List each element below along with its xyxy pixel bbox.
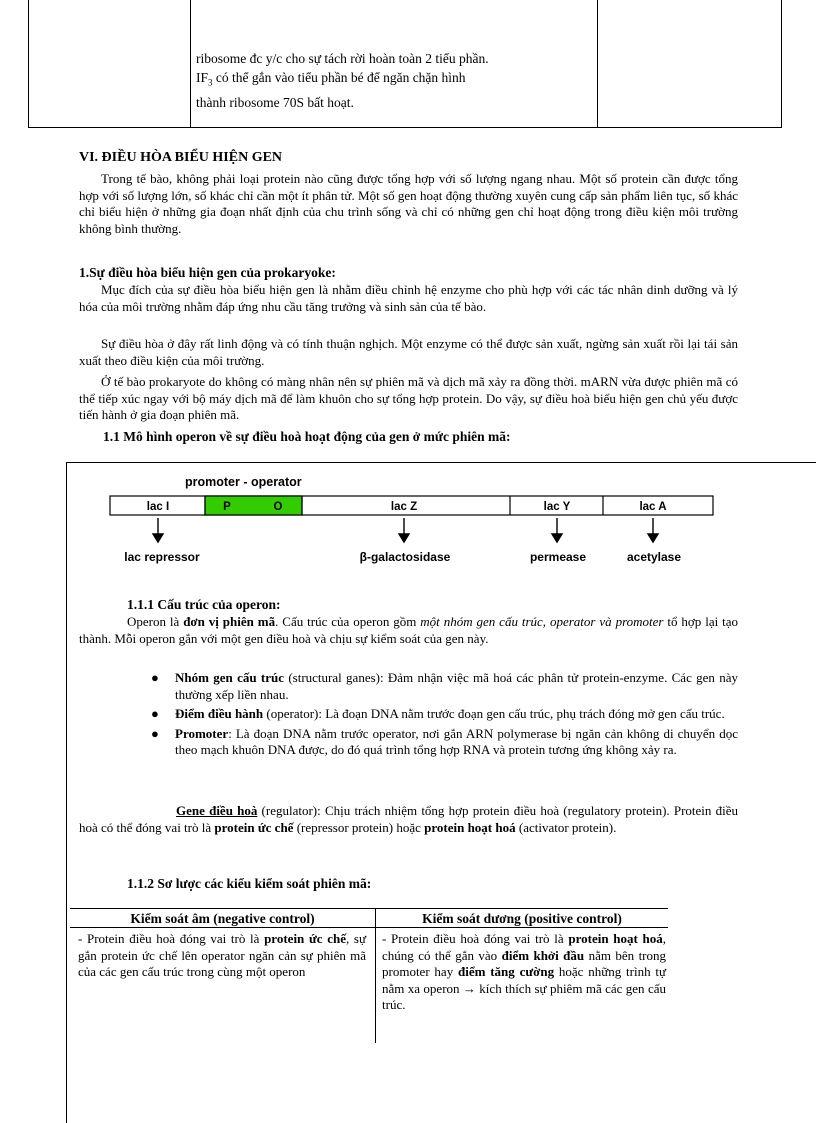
text-run: : Là đoạn DNA nằm trước operator, nơi gắn ARN polymerase bị ngăn cản không di chuyển dọc theo mạch khuôn DNA được, do đó quá trình tổng hợp RNA và protein tương ứng không xảy ra. — [175, 725, 738, 757]
text-run: (activator protein). — [515, 819, 617, 835]
term: protein hoạt hoá — [568, 931, 663, 946]
promoter-operator-label: promoter - operator — [185, 475, 302, 489]
table-divider — [597, 0, 598, 127]
negative-control-header: Kiểm soát âm (negative control) — [130, 911, 315, 926]
operon-diagram — [100, 490, 720, 580]
arrow-head — [399, 534, 409, 542]
text-run: kích thích sự phiêm mã các gen cấu trúc. — [382, 980, 666, 1012]
text-run: tổ hợp lại tạo thành. Mỗi operon gắn với một gen điều hoà và chịu sự kiểm soát của gen này. — [79, 614, 739, 646]
term: Điểm điều hành — [175, 706, 264, 721]
table-divider — [190, 0, 191, 127]
if-subscript: 3 — [208, 77, 213, 88]
top-cell-line: thành ribosome 70S bất hoạt. — [196, 94, 354, 110]
right-arrow-icon: → — [462, 980, 476, 996]
text-run: hoặc những trình tự nằm xa operon — [382, 964, 667, 996]
table-border — [70, 927, 668, 928]
text-run: , chúng có thể gắn vào — [382, 931, 666, 963]
negative-control-cell — [78, 931, 366, 981]
segment-label-lac-a: lac A — [639, 501, 667, 513]
arrow-head — [648, 534, 658, 542]
term: điểm khởi đầu — [501, 947, 585, 963]
term: protein hoạt hoá — [424, 819, 516, 835]
product-acetylase: acetylase — [626, 550, 682, 564]
section-heading: VI. ĐIỀU HÒA BIỂU HIỆN GEN — [79, 150, 283, 165]
emphasis: một nhóm gen cấu trúc, operator và promoter — [420, 614, 664, 629]
subsection-heading: 1.1.1 Cấu trúc của operon: — [127, 597, 281, 612]
segment-label-lac-z: lac Z — [390, 501, 418, 513]
paragraph: Ở tế bào prokaryote do không có màng nhân nên sự phiên mã và dịch mã xảy ra đồng thời. mARN vừa được phiên mã có thể tiếp xúc ngay với bộ máy dịch mã để làm khuôn cho sự tổng hợp protein. Do vậy, sự điều hoà biểu hiện gen chủ yếu được tiến hành ở gia đoạn phiên mã. — [79, 374, 738, 422]
positive-control-cell — [382, 931, 666, 1014]
operon-intro — [79, 614, 738, 647]
product-permease: permease — [529, 550, 587, 564]
text-run: (repressor protein) hoặc — [293, 819, 425, 835]
text-run: - Protein điều hoà đóng vai trò là — [78, 931, 265, 946]
term: điểm tăng cường — [458, 964, 555, 979]
arrow-head — [552, 534, 562, 542]
text-run: (regulator): Chịu trách nhiệm tổng hợp protein điều hoà (regulatory protein). Protein điều hoà có thể đóng vai trò là — [79, 803, 738, 835]
text-run: Operon là — [127, 614, 184, 629]
arrow-head — [153, 534, 163, 542]
frame-border — [66, 462, 816, 463]
text-run: . Cấu trúc của operon gồm — [275, 614, 421, 629]
term: Gene điều hoà — [176, 803, 258, 818]
section-heading: 1.Sự điều hòa biểu hiện gen của prokaryoke: — [79, 265, 336, 280]
subsection-heading: 1.1.2 Sơ lược các kiểu kiểm soát phiên mã: — [127, 876, 372, 891]
segment-label-o: O — [273, 501, 283, 513]
paragraph: Sự điều hòa ở đây rất linh động và có tính thuận nghịch. Một enzyme có thể được sản xuất, ngừng sản xuất rồi lại tái sản xuất theo điều kiện của môi trường. — [79, 336, 738, 368]
list-item — [151, 725, 738, 759]
top-table-cell — [196, 49, 590, 112]
section-paragraph: Trong tế bào, không phải loại protein nào cũng được tổng hợp với số lượng ngang nhau. Một số protein cần được tổng hợp với số lượng lớn, số khác chỉ cần một ít phân tử. Một số gen hoạt động thường xuyên cung cấp sản phẩm liên tục, số khác chỉ biểu hiện ở những gia đoạn nhất định của chu trình sống và chỉ có những gen chỉ hoạt động trong điều kiện môi trường không bình thường. — [79, 171, 738, 236]
paragraph: Mục đích của sự điều hòa biểu hiện gen là nhằm điều chỉnh hệ enzyme cho phù hợp với các tác nhân dinh dưỡng và lý hóa của môi trường nhằm đáp ứng nhu cầu tăng trưởng và sinh sản của tế bào. — [79, 282, 738, 314]
text-run: , sự gắn protein ức chế lên operator ngăn cản sự phiên mã của các gen cấu trúc trong cùng một operon — [78, 931, 366, 979]
term: Nhóm gen cấu trúc — [175, 670, 284, 685]
table-divider — [375, 908, 376, 1043]
term: protein ức chế — [214, 819, 294, 835]
bullet-icon: ● — [151, 725, 159, 741]
subsection-heading: 1.1 Mô hình operon về sự điều hoà hoạt động của gen ở mức phiên mã: — [103, 429, 511, 444]
table-border — [70, 908, 668, 909]
bullet-icon: ● — [151, 670, 159, 685]
top-cell-line — [196, 68, 590, 93]
term: đơn vị phiên mã — [183, 614, 276, 629]
top-cell-line: ribosome đc y/c cho sự tách rời hoàn toàn 2 tiểu phần. — [196, 51, 489, 66]
regulator-paragraph — [79, 803, 738, 836]
positive-control-header: Kiểm soát dương (positive control) — [422, 911, 622, 926]
segment-label-p: P — [223, 501, 231, 513]
list-item — [151, 670, 739, 703]
text-run: (operator): Là đoạn DNA nằm trước đoạn gen cấu trúc, phụ trách đóng mở gen cấu trúc. — [263, 706, 725, 721]
text-run: - Protein điều hoà đóng vai trò là — [382, 931, 569, 946]
bullet-list — [151, 670, 739, 759]
if-label: IF — [196, 70, 209, 85]
bullet-icon: ● — [151, 706, 159, 721]
product-beta-galactosidase: β-galactosidase — [359, 550, 451, 564]
promoter-operator-region — [205, 496, 302, 515]
frame-border — [66, 462, 67, 1123]
text-run: nằm bên trong promoter hay — [382, 947, 667, 979]
segment-label-lac-y: lac Y — [543, 501, 571, 513]
text-run: (structural ganes): Đảm nhận việc mã hoá các phân tử protein-enzyme. Các gen này thường xếp liền nhau. — [175, 670, 739, 702]
term: protein ức chế — [264, 931, 346, 946]
top-cell-text: có thể gắn vào tiểu phần bé để ngăn chặn hình — [212, 70, 466, 85]
list-item — [151, 706, 738, 723]
term: Promoter — [175, 725, 229, 741]
segment-label-lac-i: lac I — [146, 501, 170, 513]
product-lac-repressor: lac repressor — [124, 550, 200, 564]
